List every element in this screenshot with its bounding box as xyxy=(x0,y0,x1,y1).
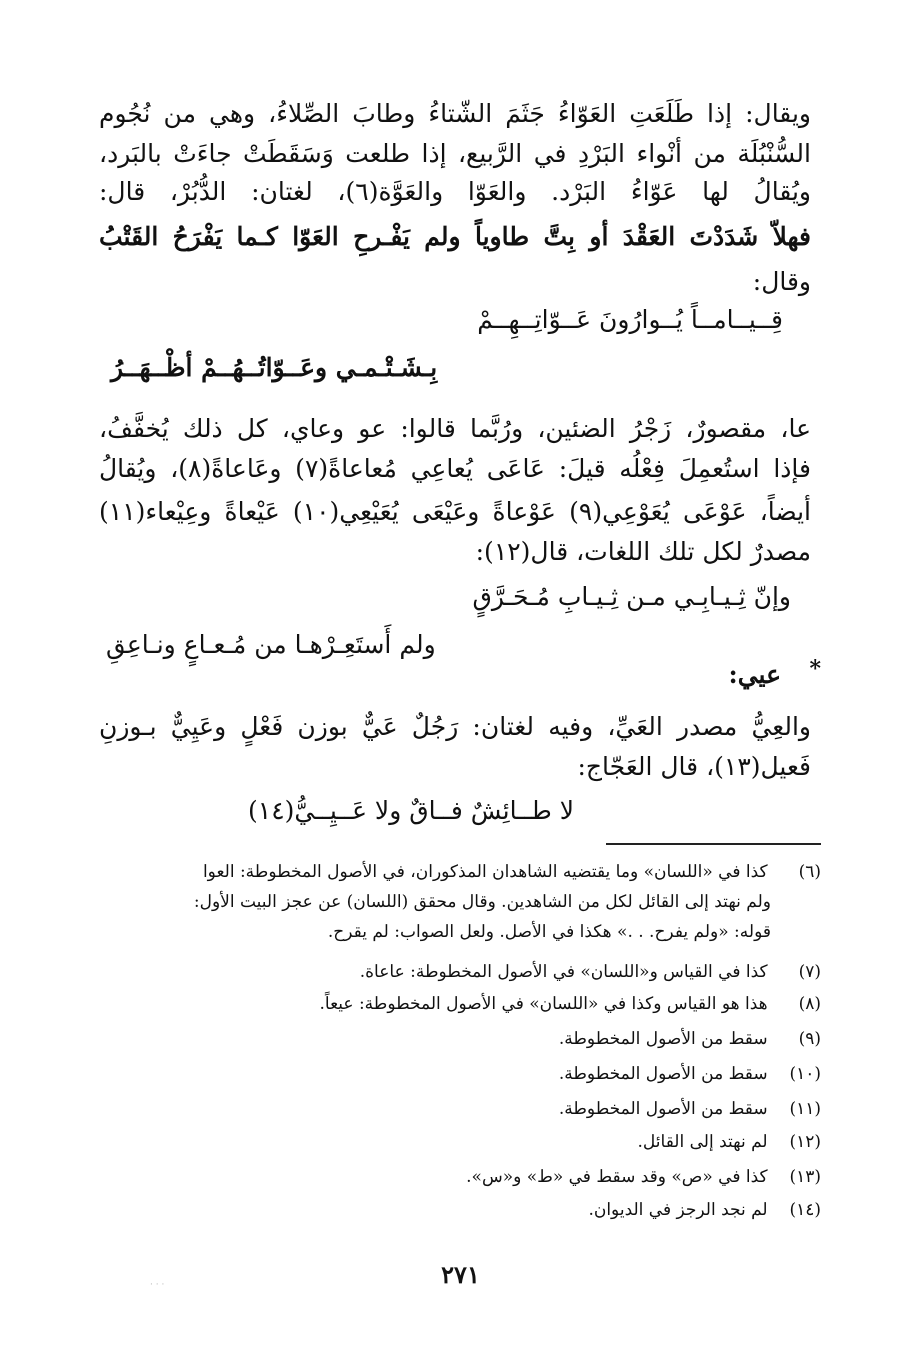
page-number: ٢٧١ xyxy=(441,1260,480,1289)
footnote xyxy=(203,858,821,886)
footnote xyxy=(559,1025,821,1053)
footnote-text: كذا في القياس و«اللسان» في الأصول المخطوطة: عاعاة. xyxy=(359,962,768,982)
body-line: وقال: xyxy=(752,267,811,296)
body-line: السُّنْبُلَة من أنْواء البَرْدِ في الرَّبيع، إذا طلعت وَسَقَطَتْ جاءَتْ بالبَرد، xyxy=(99,139,811,168)
footnote xyxy=(319,990,821,1018)
verse-hemistich: وإنّ ثِـيـابِـي مـن ثِـيـابِ مُـحَـرَّقٍ xyxy=(472,582,791,611)
body-line: ويقال: إذا طَلَعَتِ العَوّاءُ جَثَمَ الشّتاءُ وطابَ الصِّلاءُ، وهي من نُجُوم xyxy=(99,99,811,128)
footnote xyxy=(638,1128,822,1156)
body-line: أيضاً، عَوْعَى يُعَوْعِي(٩) عَوْعاةً وعَيْعَى يُعَيْعِي(١٠) عَيْعاةً وعِيْعاء(١١) xyxy=(99,497,811,526)
footnote-continuation: ولم نهتد إلى القائل لكل من الشاهدين. وقال محقق (اللسان) عن عجز البيت الأول: xyxy=(193,892,771,912)
footnote xyxy=(559,1095,821,1123)
footnote-number: (١٣) xyxy=(789,1167,821,1187)
footnote xyxy=(360,958,821,986)
verse-line: لا طــائِشٌ فــاقٌ ولا عَــيِــيُّ(١٤) xyxy=(248,796,574,825)
footnote-text: كذا في «اللسان» وما يقتضيه الشاهدان المذكوران، في الأصول المخطوطة: العوا xyxy=(202,862,768,882)
footnote-number: (١٠) xyxy=(789,1064,821,1084)
footnote-separator xyxy=(606,843,821,845)
footnote-continuation: قوله: «ولم يفرح. . .» هكذا في الأصل. ولعل الصواب: لم يقرح. xyxy=(327,922,771,942)
footnote-number: (١١) xyxy=(789,1099,821,1119)
body-line: ويُقالُ لها عَوّاءُ البَرْد. والعَوّا والعَوَّة(٦)، لغتان: الدُّبُرْ، قال: xyxy=(99,177,811,206)
footnote-text: سقط من الأصول المخطوطة. xyxy=(558,1099,768,1119)
footnote-number: (٨) xyxy=(798,994,821,1014)
verse-line: فهلاّ شَدَدْتَ العَقْدَ أو بِتَّ طاوياً ولم يَفْـرحِ العَوّا كـما يَفْرَحُ القَتْبُ xyxy=(99,222,811,251)
verse-hemistich: قِــيــامــاً يُــوارُونَ عَــوّاتِــهِــمْ xyxy=(477,305,783,334)
footnote-text: سقط من الأصول المخطوطة. xyxy=(558,1029,768,1049)
footnote xyxy=(588,1196,821,1224)
body-line: فإذا استُعمِلَ فِعْلُه قيلَ: عَاعَى يُعاعِي مُعاعاةً(٧) وعَاعاةً(٨)، ويُقالُ xyxy=(99,454,811,483)
verse-hemistich: بِـشَـتْـمـي وعَــوّاتُــهُــمْ أظْــهَــرُ xyxy=(111,353,438,382)
footnote-number: (٦) xyxy=(798,862,821,882)
footnote xyxy=(466,1163,821,1191)
body-line: عا، مقصورٌ، زَجْرُ الضئين، ورُبَّما قالوا: عو وعاي، كل ذلك يُخفَّفُ، xyxy=(99,414,811,443)
footnote-text: سقط من الأصول المخطوطة. xyxy=(558,1064,768,1084)
footnote-number: (٧) xyxy=(798,962,821,982)
scan-specks: · · · xyxy=(150,1280,165,1290)
footnote-text: لم نهتد إلى القائل. xyxy=(637,1132,768,1152)
footnote-text: لم نجد الرجز في الديوان. xyxy=(588,1200,768,1220)
section-marker: * xyxy=(809,656,821,682)
footnote-number: (١٤) xyxy=(789,1200,821,1220)
section-heading: عيي: xyxy=(728,660,781,689)
footnote xyxy=(559,1060,821,1088)
verse-hemistich: ولم أَستَعِـرْهـا من مُـعـاعٍ ونـاعِقِ xyxy=(106,630,436,659)
footnote-number: (١٢) xyxy=(789,1132,821,1152)
footnote-number: (٩) xyxy=(798,1029,821,1049)
body-line: والعِيُّ مصدر العَيِّ، وفيه لغتان: رَجُلٌ عَيٌّ بوزن فَعْلٍ وعَيِيٌّ بـوزنِ xyxy=(99,712,811,741)
body-line: فَعيل(١٣)، قال العَجّاج: xyxy=(577,752,811,781)
footnote-text: كذا في «ص» وقد سقط في «ط» و«س». xyxy=(466,1167,768,1187)
footnote-text: هذا هو القياس وكذا في «اللسان» في الأصول المخطوطة: عيعاً. xyxy=(319,994,768,1014)
body-line: مصدرٌ لكل تلك اللغات، قال(١٢): xyxy=(475,537,811,566)
